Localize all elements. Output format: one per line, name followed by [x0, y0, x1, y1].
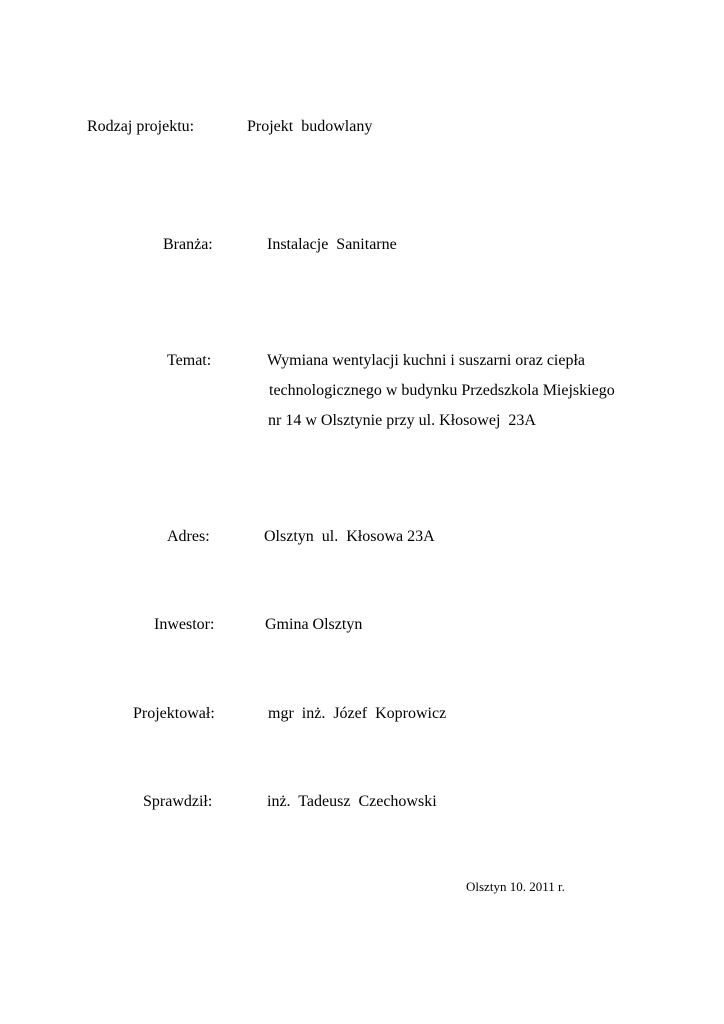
subject-line-3: nr 14 w Olsztynie przy ul. Kłosowej 23A	[268, 412, 536, 429]
designer-label: Projektował:	[133, 705, 215, 722]
checker-value: inż. Tadeusz Czechowski	[267, 793, 437, 810]
designer-value: mgr inż. Józef Koprowicz	[268, 705, 447, 722]
address-value: Olsztyn ul. Kłosowa 23A	[264, 528, 435, 545]
investor-value: Gmina Olsztyn	[265, 616, 363, 633]
subject-label: Temat:	[167, 352, 212, 369]
checker-label: Sprawdził:	[143, 793, 213, 810]
investor-label: Inwestor:	[154, 616, 215, 633]
subject-line-1: Wymiana wentylacji kuchni i suszarni oraz ciepła	[267, 352, 586, 369]
address-label: Adres:	[167, 528, 210, 545]
branch-label: Branża:	[163, 236, 213, 253]
project-type-value: Projekt budowlany	[247, 118, 373, 135]
project-type-label: Rodzaj projektu:	[87, 118, 195, 135]
subject-line-2: technologicznego w budynku Przedszkola Miejskiego	[269, 382, 615, 399]
branch-value: Instalacje Sanitarne	[267, 236, 397, 253]
place-date: Olsztyn 10. 2011 r.	[466, 879, 565, 894]
